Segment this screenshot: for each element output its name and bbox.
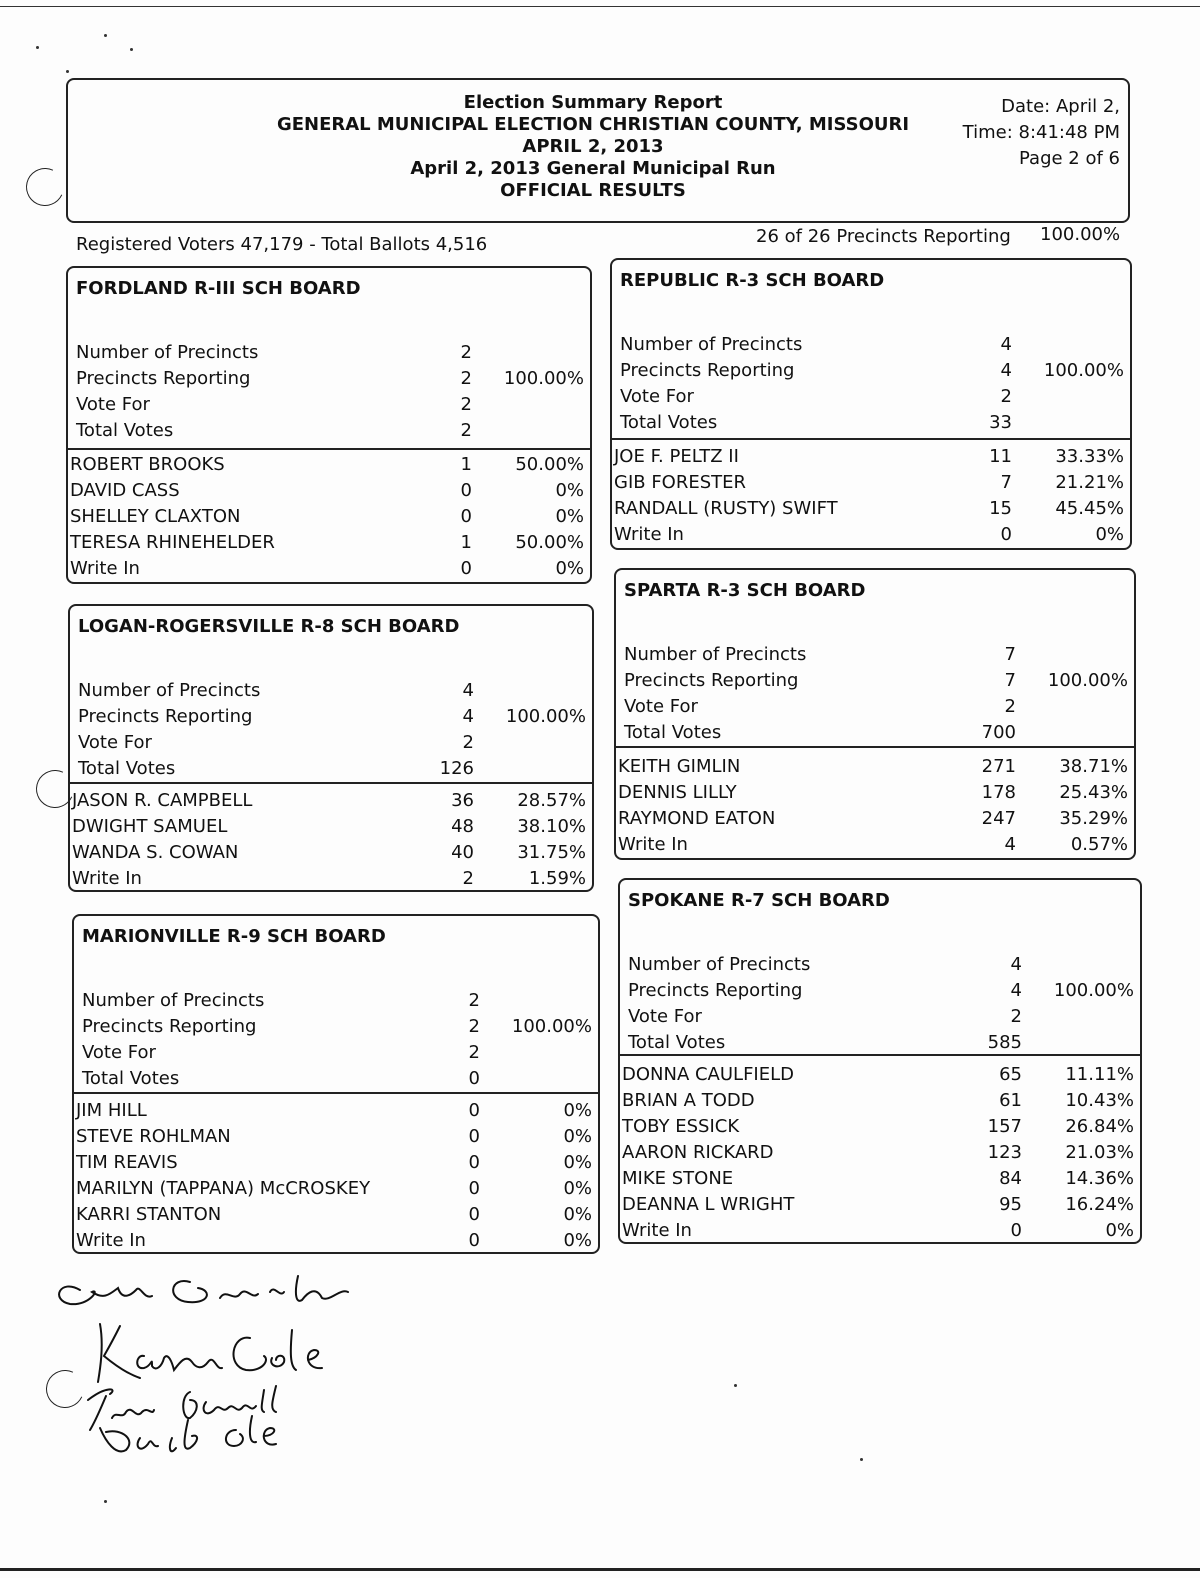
stat-label: Precincts Reporting xyxy=(620,360,795,381)
candidate-percent: 0% xyxy=(563,1152,592,1173)
candidate-votes: 7 xyxy=(1000,472,1012,493)
candidate-percent: 0% xyxy=(563,1204,592,1225)
stat-label: Number of Precincts xyxy=(82,990,265,1011)
race-divider xyxy=(616,746,1134,748)
candidate-row xyxy=(68,532,590,558)
candidate-name: AARON RICKARD xyxy=(622,1142,774,1163)
candidate-name: BRIAN A TODD xyxy=(622,1090,755,1111)
race-title: SPARTA R-3 SCH BOARD xyxy=(624,580,866,601)
candidate-percent: 10.43% xyxy=(1065,1090,1134,1111)
scan-speck xyxy=(36,46,39,49)
race-divider xyxy=(74,1092,598,1094)
candidate-row xyxy=(70,842,592,868)
race-stat-row xyxy=(612,360,1130,386)
race-stat-row xyxy=(612,412,1130,438)
candidate-row xyxy=(620,1142,1140,1168)
stat-label: Number of Precincts xyxy=(628,954,811,975)
race-stat-row xyxy=(74,990,598,1016)
race-stat-row xyxy=(68,394,590,420)
stat-label: Total Votes xyxy=(620,412,718,433)
candidate-percent: 0% xyxy=(555,506,584,527)
scan-edge-bottom xyxy=(0,1568,1200,1571)
candidate-percent: 25.43% xyxy=(1059,782,1128,803)
report-title: Election Summary Report xyxy=(463,92,723,113)
candidate-name: TIM REAVIS xyxy=(76,1152,178,1173)
stat-value: 4 xyxy=(462,706,474,727)
stat-value: 0 xyxy=(468,1068,480,1089)
stat-label: Precincts Reporting xyxy=(628,980,803,1001)
race-stat-row xyxy=(616,696,1134,722)
candidate-percent: 0% xyxy=(563,1230,592,1251)
report-time: Time: 8:41:48 PM xyxy=(962,122,1120,143)
race-divider xyxy=(70,782,592,784)
candidate-name: Write In xyxy=(622,1220,692,1241)
candidate-row xyxy=(68,506,590,532)
candidate-percent: 45.45% xyxy=(1055,498,1124,519)
candidate-votes: 95 xyxy=(999,1194,1022,1215)
race-stat-row xyxy=(616,722,1134,748)
candidate-row xyxy=(616,756,1134,782)
candidate-percent: 21.03% xyxy=(1065,1142,1134,1163)
candidate-percent: 33.33% xyxy=(1055,446,1124,467)
stat-value: 4 xyxy=(1000,360,1012,381)
race-stat-row xyxy=(616,644,1134,670)
candidate-votes: 0 xyxy=(460,506,472,527)
report-header xyxy=(66,78,1130,223)
stat-label: Total Votes xyxy=(76,420,174,441)
race-stat-row xyxy=(616,670,1134,696)
candidate-name: GIB FORESTER xyxy=(614,472,747,493)
candidate-row xyxy=(620,1090,1140,1116)
candidate-row xyxy=(616,808,1134,834)
candidate-percent: 38.10% xyxy=(517,816,586,837)
candidate-votes: 247 xyxy=(981,808,1016,829)
stat-label: Total Votes xyxy=(624,722,722,743)
stat-value: 2 xyxy=(468,990,480,1011)
stat-value: 2 xyxy=(1004,696,1016,717)
candidate-name: DONNA CAULFIELD xyxy=(622,1064,795,1085)
stat-label: Number of Precincts xyxy=(76,342,259,363)
race-title: SPOKANE R-7 SCH BOARD xyxy=(628,890,890,911)
stat-value: 2 xyxy=(460,342,472,363)
signature-1 xyxy=(59,1276,348,1304)
race-stat-row xyxy=(70,732,592,758)
candidate-row xyxy=(68,558,590,584)
candidate-percent: 14.36% xyxy=(1065,1168,1134,1189)
candidate-votes: 84 xyxy=(999,1168,1022,1189)
race-stat-row xyxy=(70,680,592,706)
stat-value: 4 xyxy=(1000,334,1012,355)
stat-percent: 100.00% xyxy=(511,1016,592,1037)
candidate-row xyxy=(70,868,592,894)
candidate-name: DWIGHT SAMUEL xyxy=(72,816,228,837)
candidate-votes: 0 xyxy=(1000,524,1012,545)
stat-value: 2 xyxy=(1000,386,1012,407)
race-box-marionville-r-9-sch-board xyxy=(72,914,600,1254)
race-title: MARIONVILLE R-9 SCH BOARD xyxy=(82,926,386,947)
candidate-row xyxy=(74,1204,598,1230)
race-box-sparta-r-3-sch-board xyxy=(614,568,1136,860)
candidate-name: Write In xyxy=(72,868,142,889)
candidate-row xyxy=(620,1194,1140,1220)
stat-label: Number of Precincts xyxy=(620,334,803,355)
candidate-name: JOE F. PELTZ II xyxy=(614,446,739,467)
race-title: FORDLAND R-III SCH BOARD xyxy=(76,278,361,299)
stat-label: Precincts Reporting xyxy=(82,1016,257,1037)
candidate-name: MIKE STONE xyxy=(622,1168,734,1189)
race-stat-row xyxy=(74,1068,598,1094)
candidate-name: SHELLEY CLAXTON xyxy=(70,506,241,527)
candidate-percent: 21.21% xyxy=(1055,472,1124,493)
candidate-row xyxy=(620,1220,1140,1246)
stat-value: 4 xyxy=(462,680,474,701)
signature-2 xyxy=(98,1324,322,1382)
candidate-percent: 11.11% xyxy=(1065,1064,1134,1085)
race-box-fordland-r-iii-sch-board xyxy=(66,266,592,584)
race-stat-row xyxy=(620,954,1140,980)
race-stat-row xyxy=(68,368,590,394)
candidate-row xyxy=(612,472,1130,498)
candidate-row xyxy=(68,454,590,480)
candidate-name: DENNIS LILLY xyxy=(618,782,737,803)
candidate-row xyxy=(74,1100,598,1126)
stat-percent: 100.00% xyxy=(503,368,584,389)
stat-value: 4 xyxy=(1010,980,1022,1001)
run-name: April 2, 2013 General Municipal Run xyxy=(410,158,776,179)
candidate-name: DAVID CASS xyxy=(70,480,180,501)
scan-speck xyxy=(734,1384,737,1387)
stat-value: 2 xyxy=(460,420,472,441)
election-date: APRIL 2, 2013 xyxy=(522,136,664,157)
race-title: LOGAN-ROGERSVILLE R-8 SCH BOARD xyxy=(78,616,460,637)
candidate-row xyxy=(74,1178,598,1204)
stat-percent: 100.00% xyxy=(1043,360,1124,381)
stat-label: Number of Precincts xyxy=(624,644,807,665)
candidate-votes: 2 xyxy=(462,868,474,889)
stat-label: Vote For xyxy=(82,1042,156,1063)
candidate-name: JIM HILL xyxy=(76,1100,147,1121)
candidate-name: Write In xyxy=(614,524,684,545)
race-stat-row xyxy=(620,980,1140,1006)
voter-summary: Registered Voters 47,179 - Total Ballots 4,516 xyxy=(76,234,488,255)
stat-value: 33 xyxy=(989,412,1012,433)
candidate-percent: 28.57% xyxy=(517,790,586,811)
candidate-percent: 26.84% xyxy=(1065,1116,1134,1137)
race-divider xyxy=(620,1054,1140,1056)
race-divider xyxy=(68,448,590,450)
candidate-name: RANDALL (RUSTY) SWIFT xyxy=(614,498,838,519)
candidate-percent: 35.29% xyxy=(1059,808,1128,829)
stat-value: 2 xyxy=(468,1016,480,1037)
stat-label: Vote For xyxy=(76,394,150,415)
candidate-votes: 61 xyxy=(999,1090,1022,1111)
candidate-name: RAYMOND EATON xyxy=(618,808,776,829)
candidate-row xyxy=(70,816,592,842)
stat-label: Total Votes xyxy=(78,758,176,779)
candidate-name: KEITH GIMLIN xyxy=(618,756,741,777)
stat-percent: 100.00% xyxy=(1053,980,1134,1001)
race-stat-row xyxy=(74,1042,598,1068)
candidate-percent: 31.75% xyxy=(517,842,586,863)
race-stat-row xyxy=(70,706,592,732)
candidate-votes: 0 xyxy=(468,1230,480,1251)
candidate-votes: 0 xyxy=(468,1126,480,1147)
stat-label: Vote For xyxy=(624,696,698,717)
scan-speck xyxy=(104,1500,107,1503)
candidate-row xyxy=(612,446,1130,472)
candidate-row xyxy=(612,524,1130,550)
stat-value: 2 xyxy=(468,1042,480,1063)
candidate-votes: 0 xyxy=(468,1178,480,1199)
stat-label: Total Votes xyxy=(82,1068,180,1089)
candidate-votes: 157 xyxy=(987,1116,1022,1137)
report-meta xyxy=(963,94,1120,172)
candidate-votes: 0 xyxy=(1010,1220,1022,1241)
signature-4 xyxy=(100,1416,276,1451)
stat-value: 7 xyxy=(1004,644,1016,665)
candidate-name: KARRI STANTON xyxy=(76,1204,222,1225)
signature-3 xyxy=(88,1386,276,1430)
candidate-votes: 178 xyxy=(981,782,1016,803)
stat-label: Total Votes xyxy=(628,1032,726,1053)
stat-value: 2 xyxy=(460,394,472,415)
candidate-percent: 50.00% xyxy=(515,454,584,475)
candidate-votes: 1 xyxy=(460,532,472,553)
candidate-percent: 0% xyxy=(555,558,584,579)
stat-value: 4 xyxy=(1010,954,1022,975)
candidate-votes: 15 xyxy=(989,498,1012,519)
candidate-votes: 0 xyxy=(468,1100,480,1121)
candidate-name: TOBY ESSICK xyxy=(622,1116,740,1137)
race-title: REPUBLIC R-3 SCH BOARD xyxy=(620,270,885,291)
candidate-row xyxy=(616,782,1134,808)
precincts-reporting-percent: 100.00% xyxy=(1040,224,1121,245)
candidate-row xyxy=(74,1152,598,1178)
stat-label: Vote For xyxy=(620,386,694,407)
candidate-row xyxy=(620,1116,1140,1142)
candidate-votes: 271 xyxy=(981,756,1016,777)
stat-label: Precincts Reporting xyxy=(76,368,251,389)
candidate-name: Write In xyxy=(618,834,688,855)
candidate-percent: 1.59% xyxy=(528,868,586,889)
official-signatures xyxy=(40,1270,380,1480)
candidate-votes: 11 xyxy=(989,446,1012,467)
candidate-percent: 0.57% xyxy=(1070,834,1128,855)
stat-label: Vote For xyxy=(628,1006,702,1027)
candidate-percent: 0% xyxy=(555,480,584,501)
candidate-votes: 0 xyxy=(468,1152,480,1173)
candidate-row xyxy=(74,1126,598,1152)
race-stat-row xyxy=(612,386,1130,412)
candidate-percent: 50.00% xyxy=(515,532,584,553)
race-stat-row xyxy=(68,342,590,368)
race-box-republic-r-3-sch-board xyxy=(610,258,1132,550)
candidate-row xyxy=(68,480,590,506)
candidate-votes: 48 xyxy=(451,816,474,837)
stat-label: Vote For xyxy=(78,732,152,753)
candidate-row xyxy=(74,1230,598,1256)
candidate-votes: 36 xyxy=(451,790,474,811)
candidate-row xyxy=(70,790,592,816)
stat-value: 2 xyxy=(1010,1006,1022,1027)
candidate-row xyxy=(620,1168,1140,1194)
results-status: OFFICIAL RESULTS xyxy=(500,180,686,201)
race-stat-row xyxy=(70,758,592,784)
race-box-logan-rogersville-r-8-sch-board xyxy=(68,604,594,892)
candidate-name: JASON R. CAMPBELL xyxy=(72,790,253,811)
candidate-percent: 16.24% xyxy=(1065,1194,1134,1215)
candidate-name: TERESA RHINEHELDER xyxy=(70,532,275,553)
candidate-votes: 0 xyxy=(468,1204,480,1225)
candidate-name: Write In xyxy=(70,558,140,579)
candidate-name: WANDA S. COWAN xyxy=(72,842,239,863)
race-stat-row xyxy=(612,334,1130,360)
candidate-name: MARILYN (TAPPANA) McCROSKEY xyxy=(76,1178,371,1199)
stat-percent: 100.00% xyxy=(1047,670,1128,691)
stat-value: 2 xyxy=(460,368,472,389)
stat-value: 585 xyxy=(987,1032,1022,1053)
candidate-name: DEANNA L WRIGHT xyxy=(622,1194,795,1215)
race-stat-row xyxy=(74,1016,598,1042)
stat-value: 700 xyxy=(981,722,1016,743)
candidate-votes: 123 xyxy=(987,1142,1022,1163)
candidate-votes: 0 xyxy=(460,558,472,579)
candidate-name: Write In xyxy=(76,1230,146,1251)
candidate-percent: 0% xyxy=(563,1178,592,1199)
candidate-percent: 0% xyxy=(1105,1220,1134,1241)
candidate-percent: 0% xyxy=(563,1126,592,1147)
scan-speck xyxy=(860,1458,863,1461)
candidate-row xyxy=(612,498,1130,524)
scan-speck xyxy=(104,34,107,37)
candidate-votes: 40 xyxy=(451,842,474,863)
candidate-percent: 0% xyxy=(563,1100,592,1121)
candidate-votes: 0 xyxy=(460,480,472,501)
candidate-name: STEVE ROHLMAN xyxy=(76,1126,231,1147)
stat-label: Number of Precincts xyxy=(78,680,261,701)
candidate-percent: 38.71% xyxy=(1059,756,1128,777)
stat-percent: 100.00% xyxy=(505,706,586,727)
stat-value: 7 xyxy=(1004,670,1016,691)
candidate-row xyxy=(620,1064,1140,1090)
race-stat-row xyxy=(620,1006,1140,1032)
report-date: Date: April 2, xyxy=(1001,96,1120,117)
race-stat-row xyxy=(68,420,590,446)
candidate-votes: 4 xyxy=(1004,834,1016,855)
stat-label: Precincts Reporting xyxy=(624,670,799,691)
stat-label: Precincts Reporting xyxy=(78,706,253,727)
report-title-block xyxy=(218,92,968,202)
stat-value: 126 xyxy=(439,758,474,779)
candidate-name: ROBERT BROOKS xyxy=(70,454,225,475)
stat-value: 2 xyxy=(462,732,474,753)
candidate-votes: 1 xyxy=(460,454,472,475)
precincts-reporting-summary: 26 of 26 Precincts Reporting xyxy=(756,226,1011,247)
scan-edge-top xyxy=(0,6,1200,7)
candidate-votes: 65 xyxy=(999,1064,1022,1085)
race-divider xyxy=(612,438,1130,440)
scan-speck xyxy=(66,70,69,73)
candidate-percent: 0% xyxy=(1095,524,1124,545)
punch-hole xyxy=(21,163,70,212)
page-number: Page 2 of 6 xyxy=(1019,148,1120,169)
candidate-row xyxy=(616,834,1134,860)
race-box-spokane-r-7-sch-board xyxy=(618,878,1142,1244)
election-name: GENERAL MUNICIPAL ELECTION CHRISTIAN COUNTY, MISSOURI xyxy=(276,114,910,135)
scan-speck xyxy=(130,48,133,51)
